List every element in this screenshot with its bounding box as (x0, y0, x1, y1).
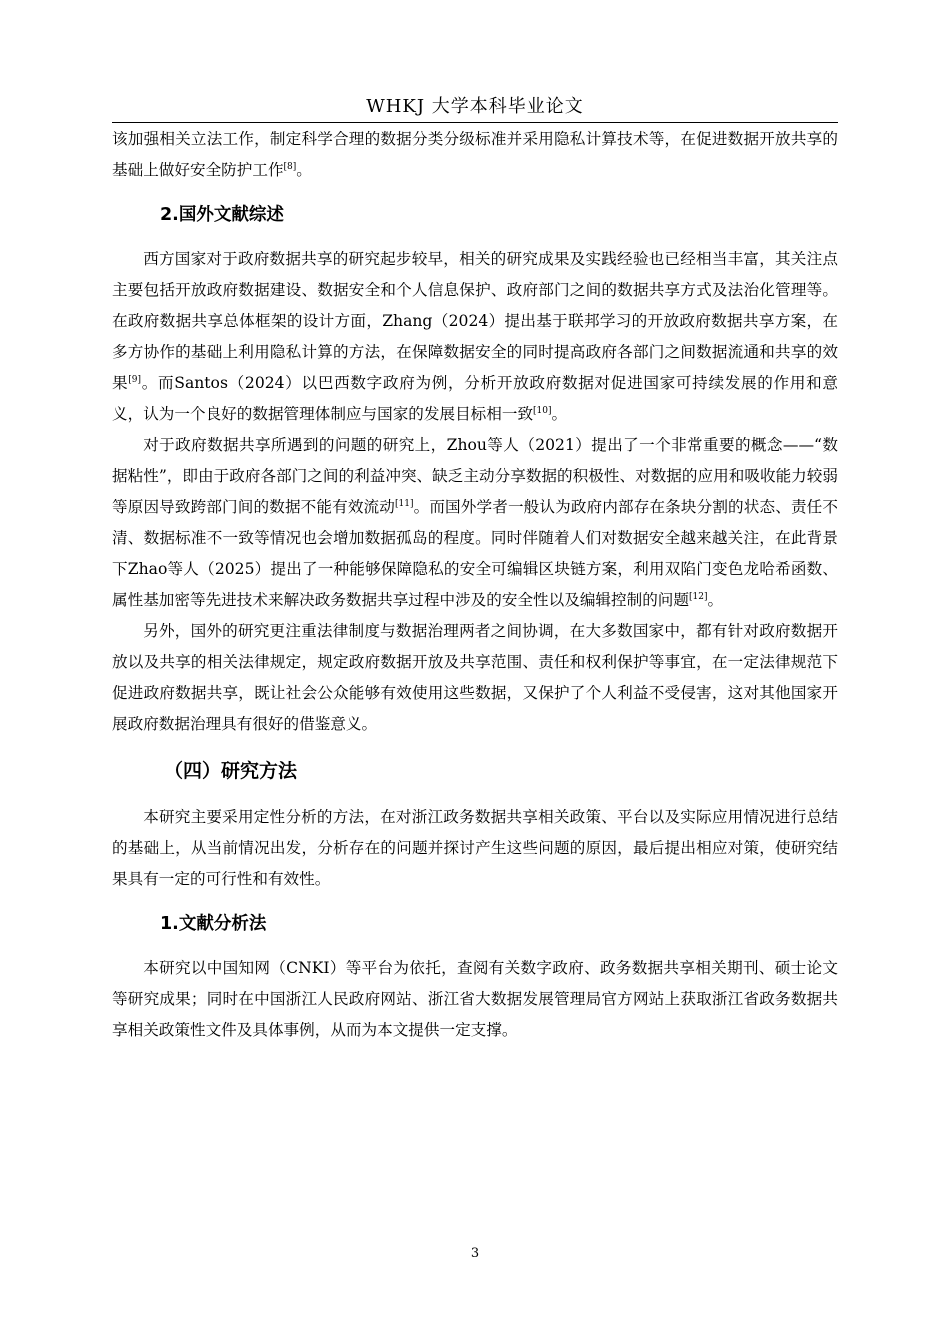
heading-research-methods: （四）研究方法 (164, 760, 298, 782)
citation-11: [11] (395, 499, 414, 509)
citation-9: [9] (128, 375, 142, 385)
page-header (112, 92, 838, 123)
heading-literature-analysis: 1.文献分析法 (160, 914, 267, 934)
paragraph-foreign-2: 对于政府数据共享所遇到的问题的研究上，Zhou等人（2021）提出了一个非常重要的概念——“数据粘性”，即由于政府各部门之间的利益冲突、缺乏主动分享数据的积极性、对数据的应用和吸收能力较弱等原因导致跨部门间的数据不能有效流动[11]。而国外学者一般认为政府内部存在条块分割的状态、责任不清、数据标准不一致等情况也会增加数据孤岛的程度。同时伴随着人们对数据安全越来越关注，在此背景下Zhao等人（2025）提出了一种能够保障隐私的安全可编辑区块链方案，利用双陷门变色龙哈希函数、属性基加密等先进技术来解决政务数据共享过程中涉及的安全性以及编辑控制的问题[12]。 (112, 436, 838, 609)
paragraph-foreign-3: 另外，国外的研究更注重法律制度与数据治理两者之间协调，在大多数国家中，都有针对政府数据开放以及共享的相关法律规定，规定政府数据开放及共享范围、责任和权利保护等事宜，在一定法律规范下促进政府数据共享，既让社会公众能够有效使用这些数据，又保护了个人利益不受侵害，这对其他国家开展政府数据治理具有很好的借鉴意义。 (112, 622, 838, 733)
citation-8: [8] (283, 162, 297, 172)
paragraph-foreign-1: 西方国家对于政府数据共享的研究起步较早，相关的研究成果及实践经验也已经相当丰富，其关注点主要包括开放政府数据建设、数据安全和个人信息保护、政府部门之间的数据共享方式及法治化管理等。在政府数据共享总体框架的设计方面，Zhang（2024）提出基于联邦学习的开放政府数据共享方案，在多方协作的基础上利用隐私计算的方法，在保障数据安全的同时提高政府各部门之间数据流通和共享的效果[9]。而Santos（2024）以巴西数字政府为例，分析开放政府数据对促进国家可持续发展的作用和意义，认为一个良好的数据管理体制应与国家的发展目标相一致[10]。 (112, 250, 838, 423)
citation-12: [12] (688, 592, 708, 602)
paragraph-methods: 本研究主要采用定性分析的方法，在对浙江政务数据共享相关政策、平台以及实际应用情况进行总结的基础上，从当前情况出发，分析存在的问题并探讨产生这些问题的原因，最后提出相应对策，使研究结果具有一定的可行性和有效性。 (112, 808, 838, 888)
paragraph-continuation: 该加强相关立法工作，制定科学合理的数据分类分级标准并采用隐私计算技术等，在促进数据开放共享的基础上做好安全防护工作[8]。 (112, 130, 838, 179)
header-title: WHKJ 大学本科毕业论文 (366, 96, 584, 117)
citation-10: [10] (533, 406, 552, 416)
paragraph-literature-analysis: 本研究以中国知网（CNKI）等平台为依托，查阅有关数字政府、政务数据共享相关期刊、硕士论文等研究成果；同时在中国浙江人民政府网站、浙江省大数据发展管理局官方网站上获取浙江省政务数据共享相关政策性文件及具体事例，从而为本文提供一定支撑。 (112, 959, 838, 1039)
page-number: 3 (470, 1246, 480, 1261)
heading-foreign-literature: 2.国外文献综述 (160, 205, 284, 225)
document-body (112, 124, 838, 1046)
